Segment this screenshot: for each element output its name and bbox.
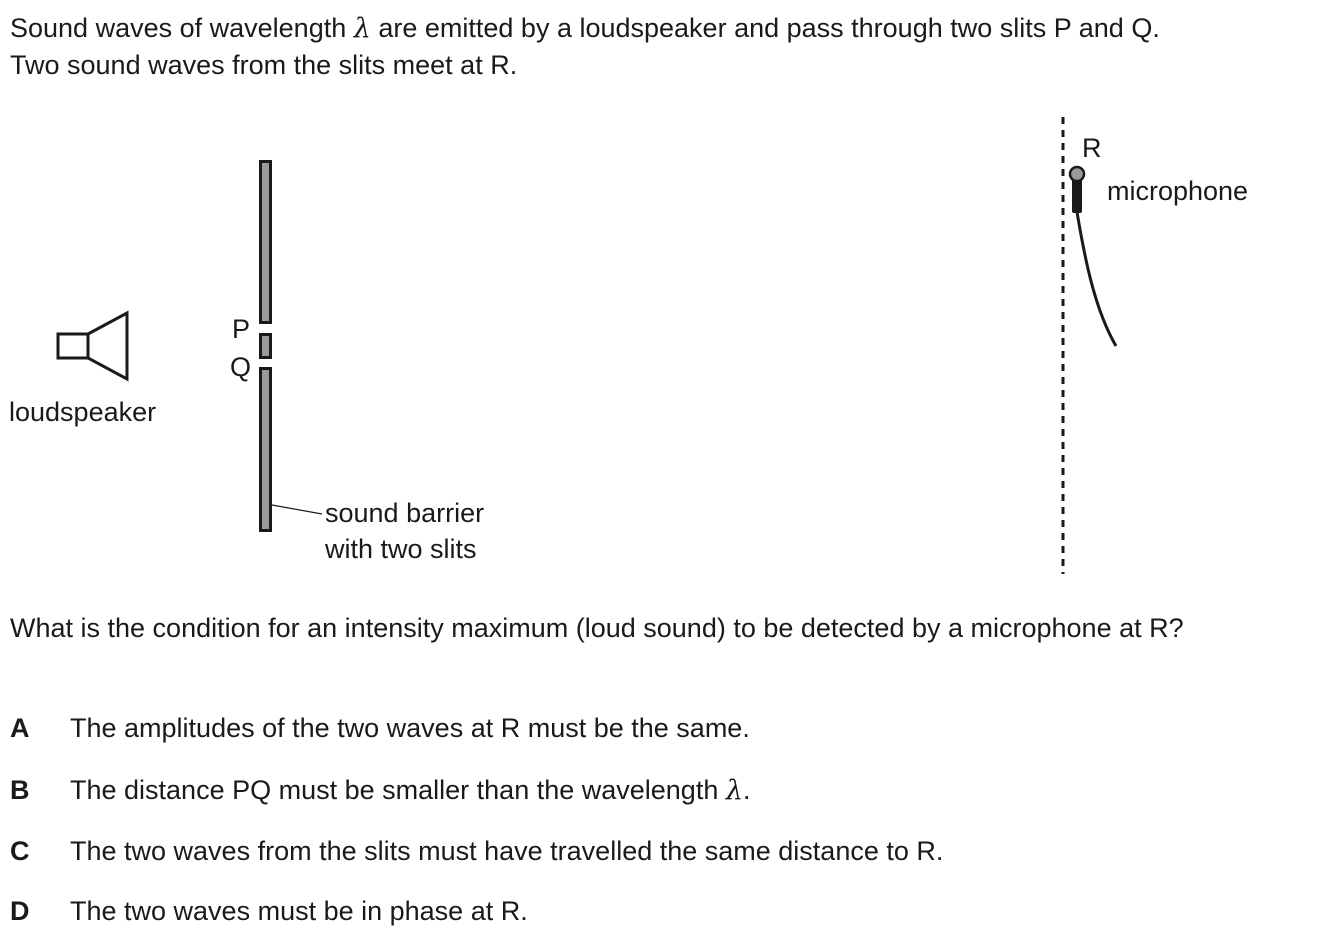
loudspeaker-icon (58, 313, 127, 379)
option-d-letter: D (10, 896, 30, 926)
option-a-text: The amplitudes of the two waves at R must be the same. (70, 713, 750, 743)
barrier-label-line-2: with two slits (325, 534, 477, 564)
question-text: What is the condition for an intensity maximum (loud sound) to be detected by a microphone at R? (10, 613, 1184, 643)
slit-label-p: P (232, 314, 251, 344)
option-c-letter: C (10, 836, 30, 866)
option-b-text-end: . (742, 775, 751, 805)
option-b-text-start: The distance PQ must be smaller than the wavelength (70, 775, 726, 805)
option-d[interactable] (10, 893, 528, 929)
barrier-lower (259, 367, 272, 532)
barrier-label-line-1: sound barrier (325, 498, 485, 528)
microphone-label: microphone (1107, 176, 1249, 206)
option-a-letter: A (10, 713, 30, 743)
barrier-label-pointer (272, 505, 322, 514)
point-label-r: R (1082, 133, 1102, 163)
intro-line-2: Two sound waves from the slits meet at R. (10, 50, 518, 80)
option-b[interactable] (10, 772, 751, 809)
option-b-lambda: λ (725, 775, 743, 806)
option-d-text: The two waves must be in phase at R. (70, 896, 528, 926)
slit-label-q: Q (230, 352, 252, 382)
option-c[interactable] (10, 833, 943, 869)
barrier-upper (259, 160, 272, 324)
option-b-letter: B (10, 775, 30, 805)
barrier-middle (259, 333, 272, 359)
loudspeaker-label: loudspeaker (9, 397, 157, 427)
option-b-text (70, 772, 751, 809)
intro-line-1-start: Sound waves of wavelength (10, 13, 354, 43)
lambda-symbol: λ (353, 13, 371, 44)
option-a[interactable] (10, 710, 750, 746)
option-c-text: The two waves from the slits must have travelled the same distance to R. (70, 836, 944, 866)
intro-line-1-end: are emitted by a loudspeaker and pass through two slits P and Q. (370, 13, 1160, 43)
